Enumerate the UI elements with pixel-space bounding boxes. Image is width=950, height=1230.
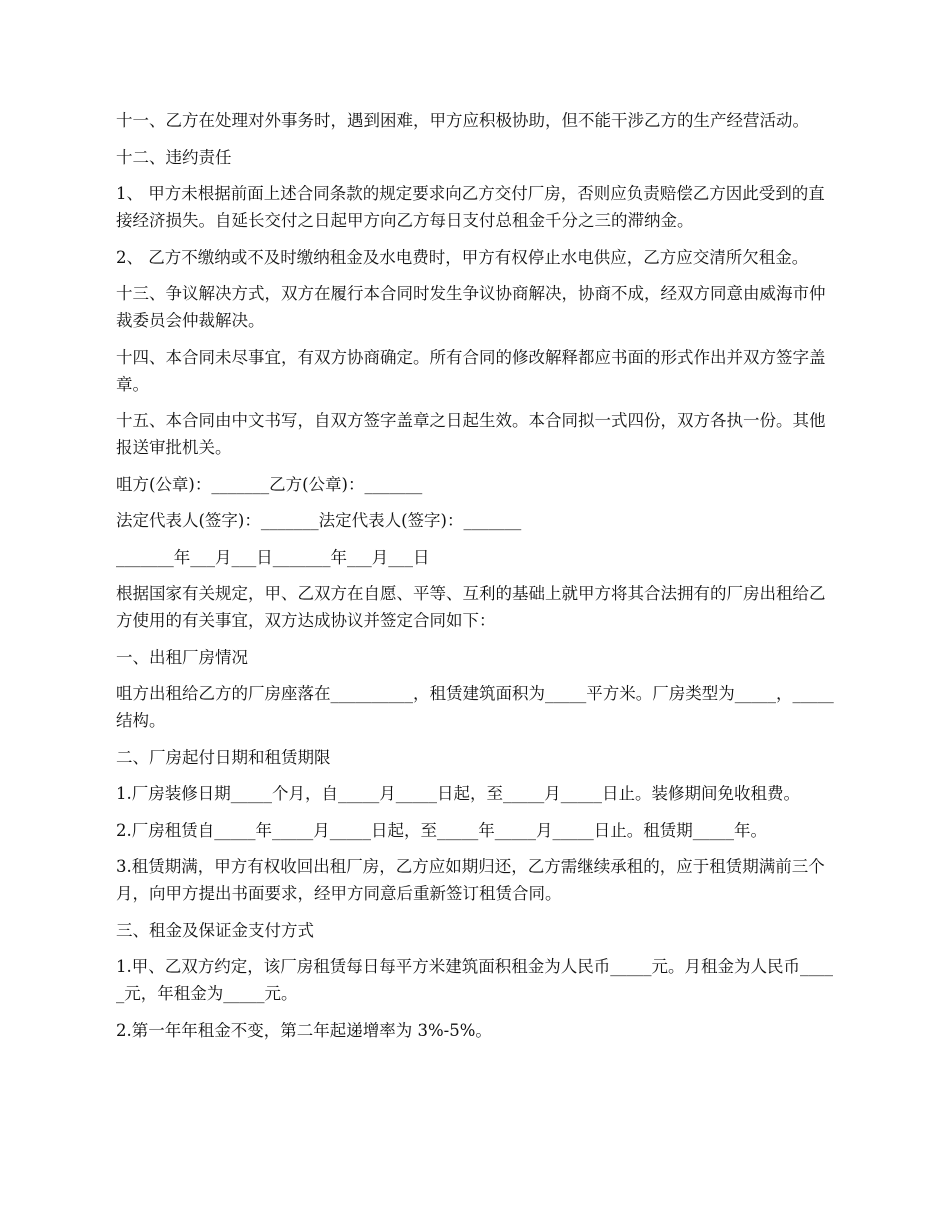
clause-15-paragraph: 十五、本合同由中文书写，自双方签字盖章之日起生效。本合同拟一式四份，双方各执一份。其他报送审批机关。 (116, 411, 826, 457)
clause-12-1-paragraph: 1、 甲方未根据前面上述合同条款的规定要求向乙方交付厂房，否则应负责赔偿乙方因此受到的直接经济损失。自延长交付之日起甲方向乙方每日支付总租金千分之三的滞纳金。 (116, 184, 825, 230)
section-1-heading: 一、出租厂房情况 (116, 647, 248, 667)
factory-location-paragraph: 咀方出租给乙方的厂房座落在__________，租赁建筑面积为_____平方米。厂房类型为_____，_____结构。 (116, 684, 834, 730)
signature-line: 法定代表人(签字)：_______法定代表人(签字)：_______ (116, 511, 522, 530)
clause-12-2-paragraph: 2、 乙方不缴纳或不及时缴纳租金及水电费时，甲方有权停止水电供应，乙方应交清所欠租金。 (116, 247, 809, 267)
clause-11-paragraph: 十一、乙方在处理对外事务时，遇到困难，甲方应积极协助，但不能干涉乙方的生产经营活动。 (116, 111, 809, 130)
date-line: _______年___月___日_______年___月___日 (116, 547, 430, 567)
clause-13-paragraph: 十三、争议解决方式，双方在履行本合同时发生争议协商解决，协商不成，经双方同意由威海市仲裁委员会仲裁解决。 (116, 284, 826, 330)
clause-3-1-paragraph: 1.甲、乙双方约定，该厂房租赁每日每平方米建筑面积租金为人民币_____元。月租金为人民币_____元，年租金为_____元。 (116, 957, 833, 1003)
section-12-heading: 十二、违约责任 (116, 147, 232, 167)
clause-2-1-paragraph: 1.厂房装修日期_____个月，自_____月_____日起，至_____月_____日止。装修期间免收租费。 (116, 784, 800, 803)
seal-line: 咀方(公章)：_______乙方(公章)：_______ (116, 474, 423, 494)
preamble-paragraph: 根据国家有关规定，甲、乙双方在自愿、平等、互利的基础上就甲方将其合法拥有的厂房出租给乙方使用的有关事宜，双方达成协议并签定合同如下： (116, 584, 826, 630)
clause-3-2-paragraph: 2.第一年年租金不变，第二年起递增率为 3%-5%。 (116, 1020, 492, 1040)
section-2-heading: 二、厂房起付日期和租赁期限 (116, 747, 331, 767)
section-3-heading: 三、租金及保证金支付方式 (116, 920, 314, 940)
clause-2-2-paragraph: 2.厂房租赁自_____年_____月_____日起，至_____年_____月_____日止。租赁期_____年。 (116, 820, 767, 840)
clause-14-paragraph: 十四、本合同未尽事宜，有双方协商确定。所有合同的修改解释都应书面的形式作出并双方签字盖章。 (116, 347, 826, 394)
clause-2-3-paragraph: 3.租赁期满，甲方有权收回出租厂房，乙方应如期归还，乙方需继续承租的，应于租赁期满前三个月，向甲方提出书面要求，经甲方同意后重新签订租赁合同。 (116, 857, 825, 903)
